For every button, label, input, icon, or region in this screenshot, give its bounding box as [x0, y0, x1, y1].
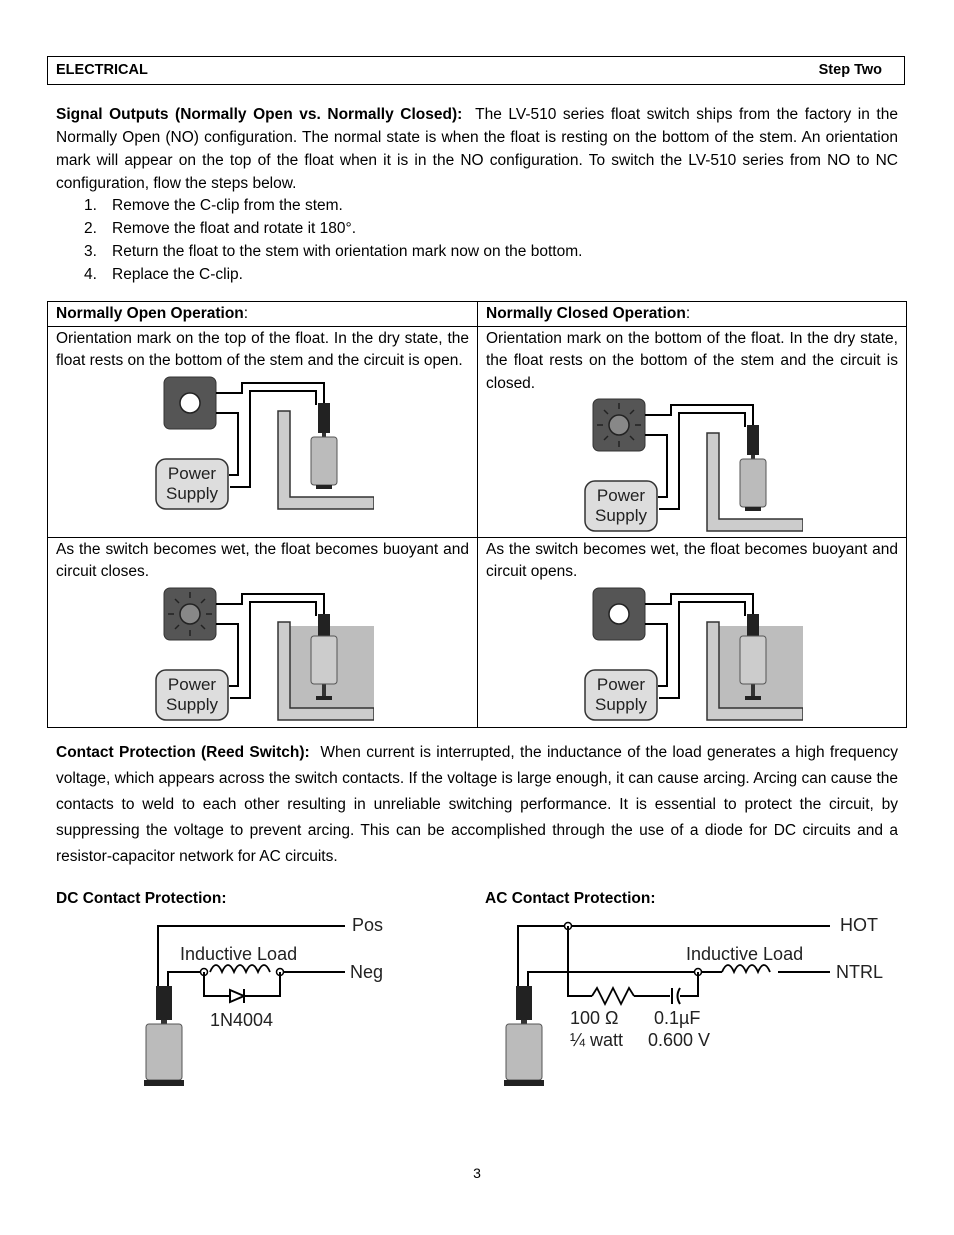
- power-label-2: Supply: [166, 483, 218, 503]
- power-label-2: Supply: [166, 694, 218, 714]
- float: [311, 437, 337, 485]
- contact-protection-paragraph: [56, 740, 898, 870]
- list-item: 3. Return the float to the stem with orientation mark now on the bottom.: [84, 243, 583, 260]
- signal-outputs-paragraph: [56, 103, 898, 195]
- float: [311, 636, 337, 684]
- ac-load-label: Inductive Load: [686, 944, 804, 964]
- section-title: ELECTRICAL: [56, 62, 148, 78]
- inductor-icon: [210, 965, 270, 972]
- page-number: 3: [473, 1165, 481, 1181]
- contact-protection-title: Contact Protection (Reed Switch):: [56, 744, 310, 761]
- nc-wet-diagram: [583, 586, 803, 724]
- ac-hot-label: HOT: [840, 915, 878, 935]
- list-item: 2. Remove the float and rotate it 180°.: [84, 220, 357, 237]
- ac-resistor-rating: ¼ watt: [570, 1030, 624, 1050]
- dc-load-label: Inductive Load: [180, 944, 298, 964]
- resistor-icon: [592, 988, 634, 1004]
- power-label-1: Power: [596, 674, 646, 694]
- diode-icon: [230, 990, 244, 1002]
- ac-protection-title: AC Contact Protection:: [485, 890, 656, 907]
- operation-table: [47, 301, 907, 728]
- dc-diode-label: 1N4004: [210, 1010, 274, 1030]
- float: [740, 636, 766, 684]
- no-wet-diagram: [154, 586, 374, 724]
- nc-dry-diagram: [583, 397, 803, 535]
- stem-fitting: [747, 425, 759, 455]
- no-header-cell: Normally Open Operation:: [48, 302, 478, 327]
- stem-fitting: [516, 986, 532, 1020]
- float: [146, 1024, 182, 1080]
- stem-fitting: [318, 403, 330, 433]
- no-dry-diagram: [154, 375, 374, 513]
- signal-outputs-body: The LV-510 series float switch ships from the factory in the Normally Open (NO) configuration. The normal state is when the float is resting on the bottom of the stem. An orientation mark will appear on the top of the float when it is in the NO configuration. To switch the LV-510 series from NO to NC configuration, flow the steps below.: [56, 106, 898, 192]
- ac-resistor-value: 100 Ω: [570, 1008, 619, 1028]
- stem-fitting: [156, 986, 172, 1020]
- signal-outputs-title: Signal Outputs (Normally Open vs. Normally Closed):: [56, 106, 463, 123]
- no-wet-text: As the switch becomes wet, the float becomes buoyant and circuit closes.: [56, 540, 469, 580]
- ac-capacitor-rating: 0.600 V: [648, 1030, 711, 1050]
- list-item: 1. Remove the C-clip from the stem.: [84, 197, 343, 214]
- section-header: [47, 56, 905, 85]
- ac-protection-diagram: [500, 912, 890, 1090]
- no-dry-text: Orientation mark on the top of the float. In the dry state, the float rests on the bottom of the stem and the circuit is open.: [56, 329, 469, 369]
- nc-wet-text: As the switch becomes wet, the float becomes buoyant and circuit opens.: [486, 540, 898, 580]
- no-dry-cell: [48, 326, 478, 537]
- list-item: 4. Replace the C-clip.: [84, 266, 243, 283]
- float: [740, 459, 766, 507]
- no-wet-cell: [48, 537, 478, 727]
- dc-protection-diagram: [140, 912, 390, 1090]
- inductor-icon: [722, 965, 770, 972]
- nc-wet-cell: [478, 537, 907, 727]
- power-label-1: Power: [596, 486, 646, 505]
- ac-capacitor-value: 0.1µF: [654, 1008, 701, 1028]
- nc-dry-text: Orientation mark on the bottom of the float. In the dry state, the float rests on the bottom of the stem and the circuit is closed.: [486, 329, 898, 392]
- contact-protection-body: When current is interrupted, the inductance of the load generates a high frequency voltage, which appears across the switch contacts. If the voltage is large enough, it can cause arcing. Arcing can cause the contacts to weld to each other resulting in unreliable switching performance. It is essential to protect the circuit, by suppressing the voltage to prevent arcing. This can be accomplished through the use of a diode for DC circuits and a resistor-capacitor network for AC circuits.: [56, 744, 898, 865]
- ac-ntrl-label: NTRL: [836, 962, 884, 982]
- nc-dry-cell: [478, 326, 907, 537]
- dc-protection-title: DC Contact Protection:: [56, 890, 227, 907]
- power-label-2: Supply: [595, 506, 647, 525]
- nc-header-cell: Normally Closed Operation:: [478, 302, 907, 327]
- dc-neg-label: Neg: [350, 962, 384, 982]
- dc-pos-label: Pos: [352, 915, 384, 935]
- power-label-1: Power: [167, 463, 217, 483]
- steps-list: [84, 194, 582, 286]
- float: [506, 1024, 542, 1080]
- power-label-2: Supply: [595, 694, 647, 714]
- power-label-1: Power: [167, 674, 217, 694]
- step-label: Step Two: [818, 62, 882, 78]
